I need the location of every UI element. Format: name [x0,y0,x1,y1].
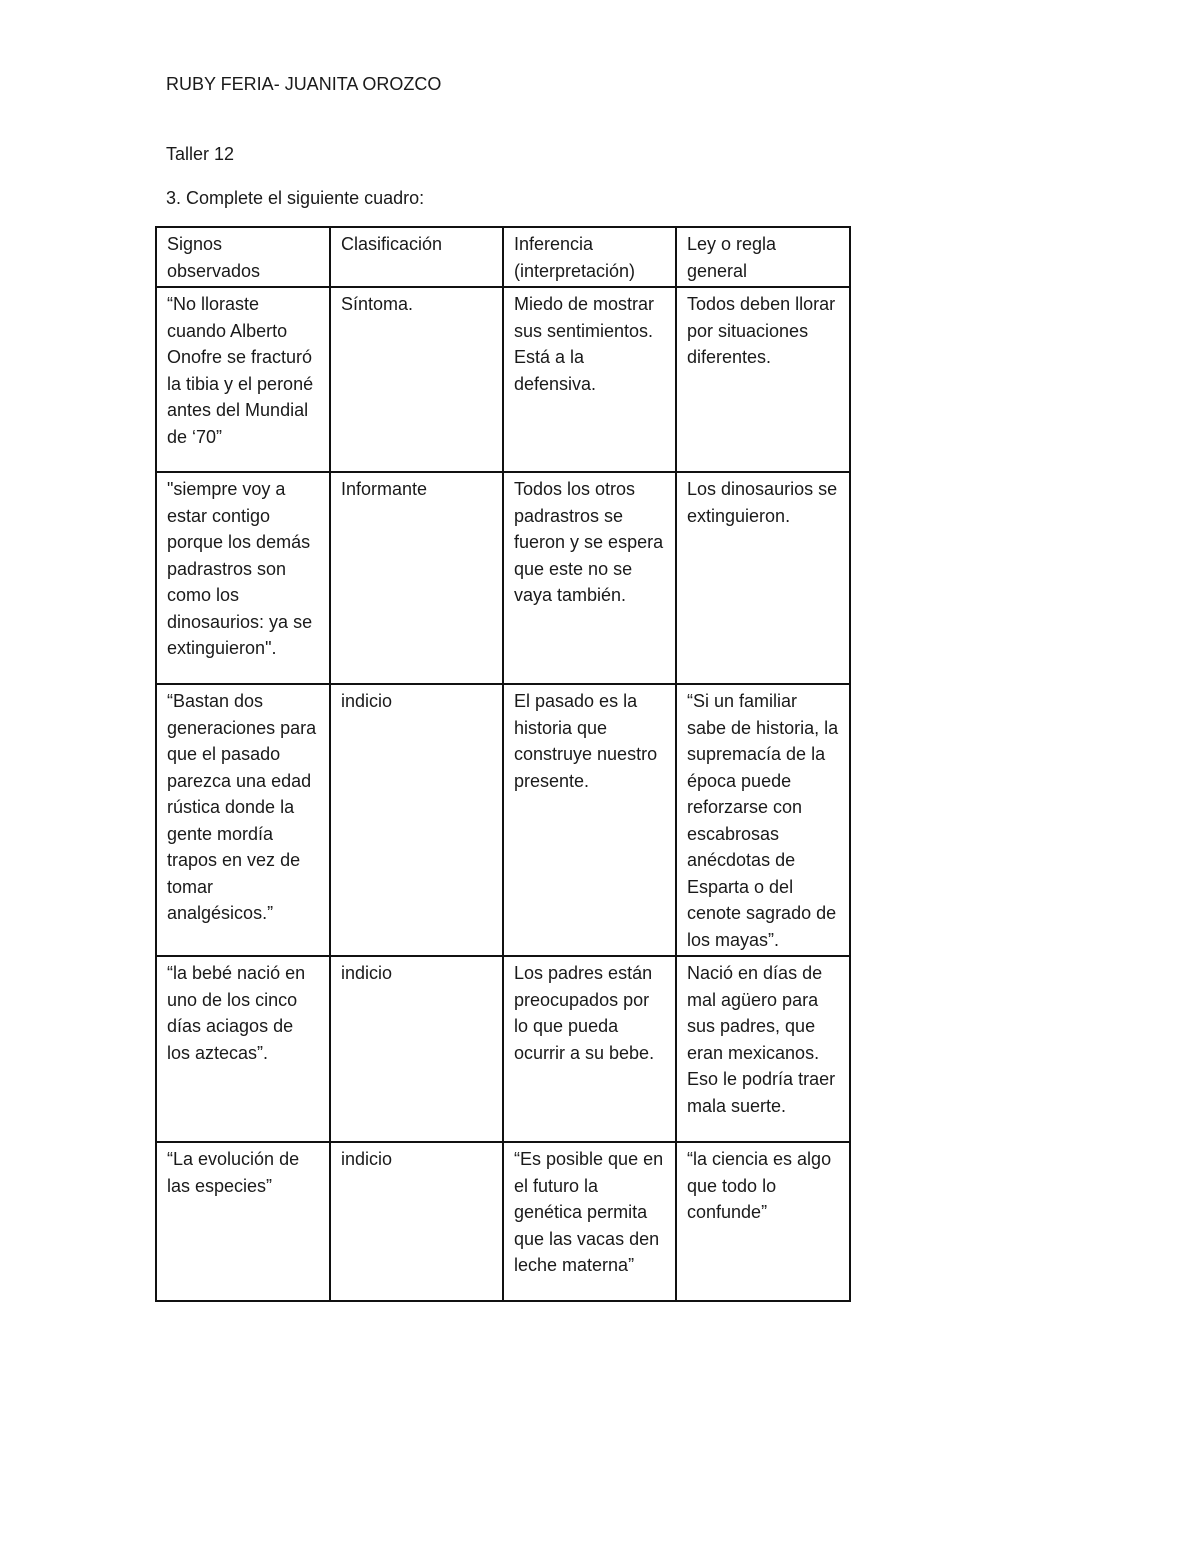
cell-inferencia: Todos los otros padrastros se fueron y se espera que este no se vaya también. [503,472,676,684]
cell-ley: Nació en días de mal agüero para sus padres, que eran mexicanos. Eso le podría traer mala suerte. [676,956,850,1142]
table-header-row [156,227,850,287]
cell-ley: Los dinosaurios se extinguieron. [676,472,850,684]
table-row [156,956,850,1142]
cell-inferencia: “Es posible que en el futuro la genética permita que las vacas den leche materna” [503,1142,676,1301]
header-cell-signos: Signos observados [156,227,330,287]
header-cell-inferencia: Inferencia (interpretación) [503,227,676,287]
cell-clasificacion: indicio [330,1142,503,1301]
cell-clasificacion: Síntoma. [330,287,503,472]
table-row [156,472,850,684]
cell-signo: “la bebé nació en uno de los cinco días aciagos de los aztecas”. [156,956,330,1142]
instruction-text: 3. Complete el siguiente cuadro: [166,188,425,208]
cell-signo: "siempre voy a estar contigo porque los demás padrastros son como los dinosaurios: ya se extinguieron". [156,472,330,684]
table-row [156,287,850,472]
cell-ley: “la ciencia es algo que todo lo confunde” [676,1142,850,1301]
header-cell-ley: Ley o regla general [676,227,850,287]
cell-signo: “Bastan dos generaciones para que el pasado parezca una edad rústica donde la gente mordía trapos en vez de tomar analgésicos.” [156,684,330,956]
cell-inferencia: Miedo de mostrar sus sentimientos. Está a la defensiva. [503,287,676,472]
cell-inferencia: El pasado es la historia que construye nuestro presente. [503,684,676,956]
cell-ley: “Si un familiar sabe de historia, la supremacía de la época puede reforzarse con escabrosas anécdotas de Esparta o del cenote sagrado de los mayas”. [676,684,850,956]
table-row [156,684,850,956]
workshop-title: Taller 12 [166,144,235,164]
cell-clasificacion: Informante [330,472,503,684]
cell-ley: Todos deben llorar por situaciones diferentes. [676,287,850,472]
header-cell-clasificacion: Clasificación [330,227,503,287]
document-authors: RUBY FERIA- JUANITA OROZCO [166,74,442,94]
cell-clasificacion: indicio [330,684,503,956]
cell-signo: “No lloraste cuando Alberto Onofre se fracturó la tibia y el peroné antes del Mundial de ‘70” [156,287,330,472]
cell-signo: “La evolución de las especies” [156,1142,330,1301]
cell-clasificacion: indicio [330,956,503,1142]
cell-inferencia: Los padres están preocupados por lo que pueda ocurrir a su bebe. [503,956,676,1142]
table-row [156,1142,850,1301]
classification-table [155,226,851,1302]
